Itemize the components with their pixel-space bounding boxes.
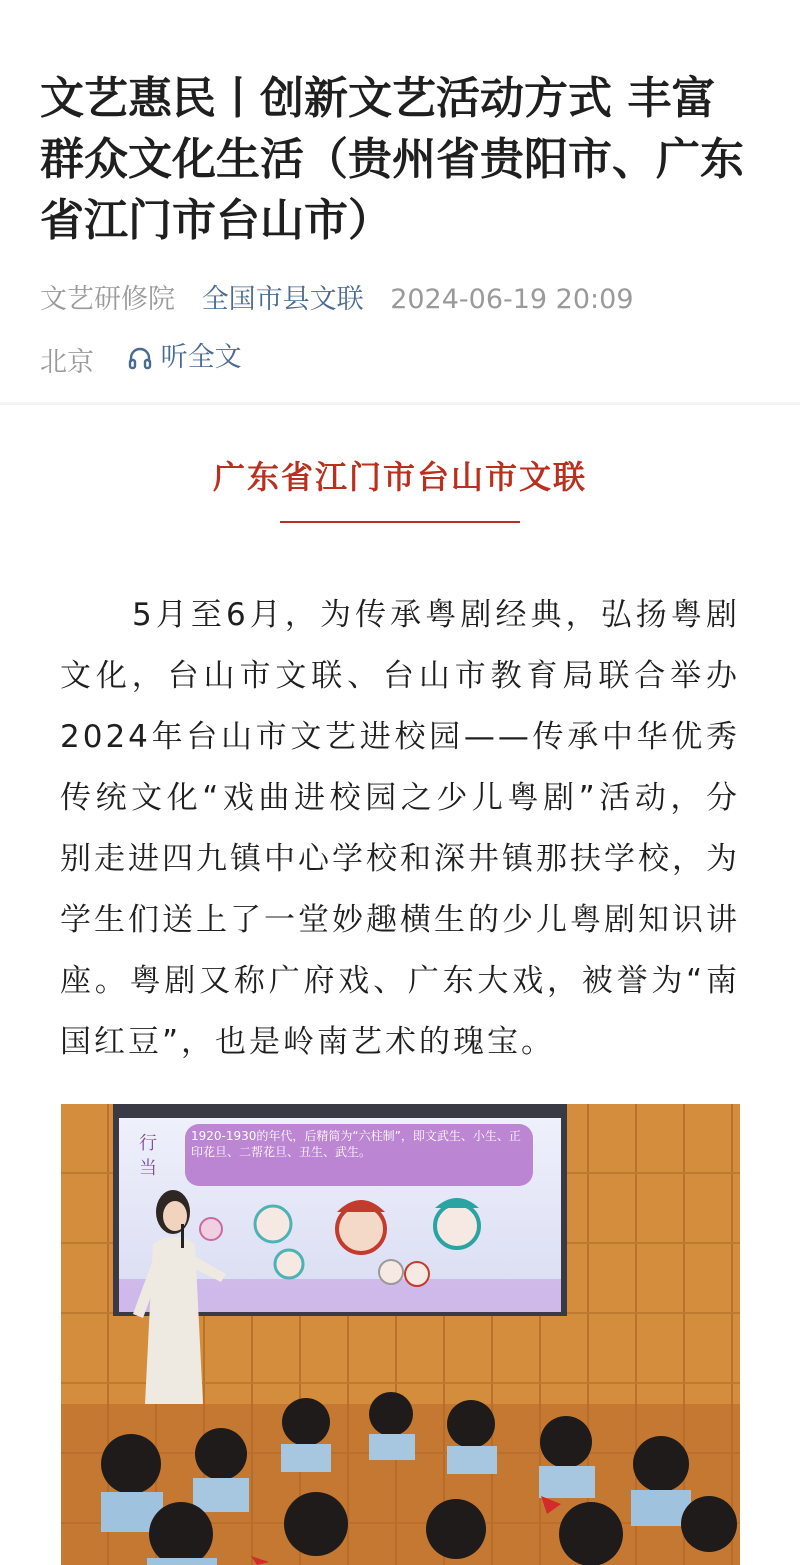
article-meta [40,280,780,320]
students-audience [61,1392,740,1565]
publish-location: 北京 [40,347,94,378]
article-header [0,0,800,251]
section-underline [280,521,520,523]
slide-heading-char2: 当 [139,1158,157,1179]
header-divider [0,402,800,405]
slide-text: 1920-1930的年代，后精简为“六柱制”，即文武生、小生、正印花旦、二帮花旦、丑生、武生。 [191,1129,521,1159]
article-title: 文艺惠民丨创新文艺活动方式 丰富群众文化生活（贵州省贵阳市、广东省江门市台山市） [40,73,744,246]
article-meta-line2 [40,338,242,383]
listen-button[interactable] [127,338,242,378]
section-title: 广东省江门市台山市文联 [212,458,587,496]
article-paragraph: 5月至6月，为传承粤剧经典，弘扬粤剧文化，台山市文联、台山市教育局联合举办2024年台山市文艺进校园——传承中华优秀传统文化“戏曲进校园之少儿粤剧”活动，分别走进四九镇中心学校和深井镇那扶学校，为学生们送上了一堂妙趣横生的少儿粤剧知识讲座。粤剧又称广府戏、广东大戏，被誉为“南国红豆”，也是岭南艺术的瑰宝。 [60,597,740,1060]
author-name: 文艺研修院 [40,284,175,315]
headphones-icon [127,345,153,371]
listen-label: 听全文 [160,342,242,373]
slide-heading-char1: 行 [139,1133,157,1154]
publish-datetime: 2024-06-19 20:09 [390,284,634,315]
article-photo[interactable] [61,1104,740,1565]
account-name-link[interactable]: 全国市县文联 [201,284,364,315]
